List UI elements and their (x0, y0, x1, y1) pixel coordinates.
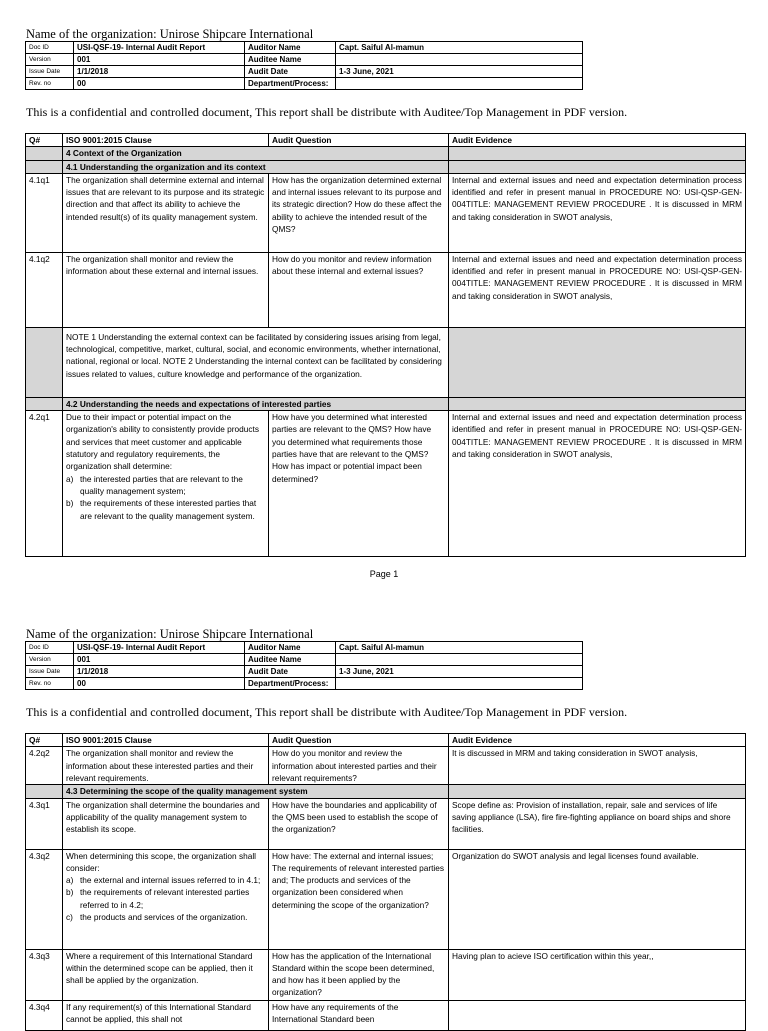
clause-item-a: the external and internal issues referred to in 4.1; (80, 875, 261, 886)
clause-text: The organization shall monitor and review the information about these interested parties and their relevant requirements. (63, 747, 269, 785)
table-row (26, 949, 746, 1000)
auditee-name-label: Auditee Name (245, 654, 336, 666)
version-value: 001 (74, 654, 245, 666)
table-row (26, 747, 746, 785)
question-text: How has the organization determined external and internal issues relevant to its purpose and its strategic direction? How do these affect the ability to achieve the intended result of the QMS? (269, 173, 449, 252)
question-id: 4.1q2 (26, 252, 63, 327)
col-question: Audit Question (269, 134, 449, 147)
clause-text: The organization shall determine external and internal issues that are relevant to its purpose and its strategic direction and that affect its ability to achieve the intended result(s) of its quality management system. (63, 173, 269, 252)
auditor-name-value: Capt. Saiful Al-mamun (336, 42, 583, 54)
question-id: 4.3q3 (26, 949, 63, 1000)
question-id: 4.1q1 (26, 173, 63, 252)
evidence-text: It is discussed in MRM and taking consideration in SWOT analysis, (449, 747, 746, 785)
clause-item-c: the products and services of the organization. (80, 912, 248, 923)
col-evidence: Audit Evidence (449, 134, 746, 147)
question-text: How do you monitor and review information about these internal and external issues? (269, 252, 449, 327)
rev-no-label: Rev. no (26, 678, 74, 690)
table-row (26, 849, 746, 949)
organization-name: Name of the organization: Unirose Shipcare International (26, 627, 314, 641)
rev-no-value: 00 (74, 78, 245, 90)
clause-item-b: the requirements of these interested parties that are relevant to the quality management system. (80, 498, 257, 521)
department-label: Department/Process: (245, 678, 336, 690)
version-label: Version (26, 54, 74, 66)
evidence-text: Internal and external issues and need and expectation determination process identified and refer in present manual in PROCEDURE NO: USI-QSP-GEN-004TITLE: MANAGEMENT REVIEW PROCEDURE . It is discussed in MRM and taking consideration in SWOT analysis, (449, 173, 746, 252)
section-4-3-title: 4.3 Determining the scope of the quality management system (63, 785, 449, 798)
auditor-name-label: Auditor Name (245, 642, 336, 654)
col-question: Audit Question (269, 734, 449, 747)
audit-date-label: Audit Date (245, 66, 336, 78)
department-value (336, 78, 583, 90)
auditee-name-label: Auditee Name (245, 54, 336, 66)
evidence-text: Having plan to acieve ISO certification within this year,, (449, 949, 746, 1000)
question-id: 4.3q2 (26, 849, 63, 949)
audit-date-label: Audit Date (245, 666, 336, 678)
list-item: b) the requirements of relevant interested parties referred to in 4.2; (66, 887, 250, 910)
list-item: a) the external and internal issues referred to in 4.1; (66, 875, 261, 886)
section-4-2-title: 4.2 Understanding the needs and expectations of interested parties (63, 397, 449, 410)
evidence-text: Internal and external issues and need and expectation determination process identified and refer in present manual in PROCEDURE NO: USI-QSP-GEN-004TITLE: MANAGEMENT REVIEW PROCEDURE . It is discussed in MRM and taking consideration in SWOT analysis, (449, 411, 746, 557)
question-id: 4.3q4 (26, 1000, 63, 1030)
audit-date-value: 1-3 June, 2021 (336, 666, 583, 678)
table-row (26, 252, 746, 327)
evidence-text: Internal and external issues and need and expectation determination process identified and refer in present manual in PROCEDURE NO: USI-QSP-GEN-004TITLE: MANAGEMENT REVIEW PROCEDURE . It is discussed in MRM and taking consideration in SWOT analysis, (449, 252, 746, 327)
clause-text: Due to their impact or potential impact on the organization's ability to consistently provide products and services that meet customer and applicable statutory and regulatory requirements, the organization shall determine: (66, 412, 259, 472)
clause-cell (63, 411, 269, 557)
table-row (26, 798, 746, 849)
question-text: How do you monitor and review the information about interested parties and their relevant requirements? (269, 747, 449, 785)
evidence-text: Organization do SWOT analysis and legal licenses found available. (449, 849, 746, 949)
list-item: b) the requirements of these interested parties that are relevant to the quality management system. (66, 498, 257, 521)
table-row (26, 173, 746, 252)
section-4-1-title: 4.1 Understanding the organization and its context (63, 160, 449, 173)
evidence-text (449, 1000, 746, 1030)
issue-date-label: Issue Date (26, 666, 74, 678)
auditee-name-value (336, 54, 583, 66)
question-text: How have the boundaries and applicability of the QMS been used to establish the scope of the organization? (269, 798, 449, 849)
list-item: a) the interested parties that are relevant to the quality management system; (66, 473, 243, 496)
list-item: c) the products and services of the organization. (66, 912, 248, 923)
table-header-row (26, 134, 746, 147)
clause-item-a: the interested parties that are relevant to the quality management system; (80, 473, 243, 496)
clause-text: If any requirement(s) of this International Standard cannot be applied, this shall not (63, 1000, 269, 1030)
document-control-table (25, 641, 583, 690)
audit-table (25, 133, 746, 557)
table-row (26, 411, 746, 557)
issue-date-value: 1/1/2018 (74, 666, 245, 678)
question-text: How have: The external and internal issues; The requirements of relevant interested parties and; The products and services of the organization been considered when determining the scope of the organization? (269, 849, 449, 949)
col-clause: ISO 9001:2015 Clause (63, 734, 269, 747)
clause-text: When determining this scope, the organization shall consider: (66, 850, 257, 873)
organization-name: Name of the organization: Unirose Shipcare International (26, 27, 314, 41)
rev-no-value: 00 (74, 678, 245, 690)
col-q: Q# (26, 134, 63, 147)
section-row (26, 147, 746, 160)
auditee-name-value (336, 654, 583, 666)
table-row (26, 1000, 746, 1030)
note-row (26, 327, 746, 397)
document-control-table (25, 41, 583, 90)
clause-text: The organization shall determine the boundaries and applicability of the quality management system to establish its scope. (63, 798, 269, 849)
section-row (26, 160, 746, 173)
clause-text: Where a requirement of this International Standard within the determined scope can be applied, then it shall be applied by the organization. (63, 949, 269, 1000)
col-q: Q# (26, 734, 63, 747)
audit-table (25, 733, 746, 1031)
doc-id-value: USI-QSF-19- Internal Audit Report (74, 42, 245, 54)
question-id: 4.2q2 (26, 747, 63, 785)
col-clause: ISO 9001:2015 Clause (63, 134, 269, 147)
department-value (336, 678, 583, 690)
section-4-title: 4 Context of the Organization (63, 147, 449, 160)
clause-cell (63, 849, 269, 949)
question-text: How have you determined what interested parties are relevant to the QMS? How have you determined what requirements those parties have that are relevant to the QMS? How has impact or potential impact been determined? (269, 411, 449, 557)
clause-text: The organization shall monitor and review the information about these external and internal issues. (63, 252, 269, 327)
table-header-row (26, 734, 746, 747)
question-id: 4.2q1 (26, 411, 63, 557)
version-label: Version (26, 654, 74, 666)
clause-item-b: the requirements of relevant interested parties referred to in 4.2; (80, 887, 250, 910)
doc-id-label: Doc ID (26, 642, 74, 654)
auditor-name-label: Auditor Name (245, 42, 336, 54)
question-text: How has the application of the International Standard within the scope been determined, and how has it been applied by the organization? (269, 949, 449, 1000)
note-text: NOTE 1 Understanding the external context can be facilitated by considering issues arising from legal, technological, competitive, market, cultural, social, and economic environments, whether international, national, regional or local. NOTE 2 Understanding the internal context can be facilitated by considering issues related to values, culture knowledge and performance of the organization. (63, 327, 449, 397)
section-row (26, 785, 746, 798)
section-row (26, 397, 746, 410)
issue-date-label: Issue Date (26, 66, 74, 78)
page-number: Page 1 (369, 569, 399, 579)
doc-id-value: USI-QSF-19- Internal Audit Report (74, 642, 245, 654)
question-text: How have any requirements of the International Standard been (269, 1000, 449, 1030)
version-value: 001 (74, 54, 245, 66)
col-evidence: Audit Evidence (449, 734, 746, 747)
audit-date-value: 1-3 June, 2021 (336, 66, 583, 78)
confidential-notice: This is a confidential and controlled document, This report shall be distribute with Auditee/Top Management in PDF version. (26, 105, 628, 119)
doc-id-label: Doc ID (26, 42, 74, 54)
confidential-notice: This is a confidential and controlled document, This report shall be distribute with Auditee/Top Management in PDF version. (26, 705, 628, 719)
question-id: 4.3q1 (26, 798, 63, 849)
rev-no-label: Rev. no (26, 78, 74, 90)
department-label: Department/Process: (245, 78, 336, 90)
evidence-text: Scope define as: Provision of installation, repair, sale and services of life saving appliance (LSA), fire fire-fighting appliance on board ships and shore facilities. (449, 798, 746, 849)
auditor-name-value: Capt. Saiful Al-mamun (336, 642, 583, 654)
issue-date-value: 1/1/2018 (74, 66, 245, 78)
